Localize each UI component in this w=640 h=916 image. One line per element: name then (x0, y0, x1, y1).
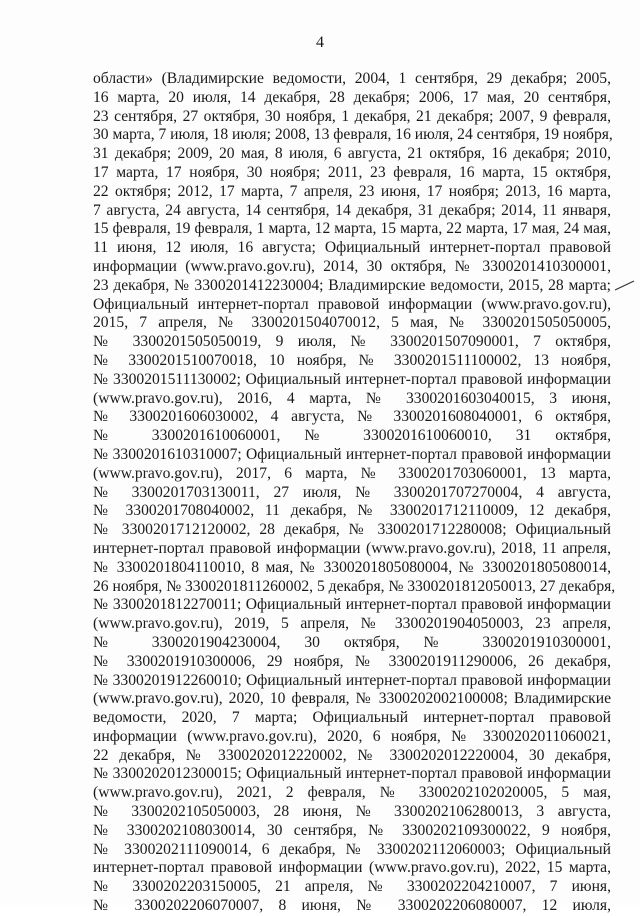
text-line: (www.pravo.gov.ru), 2017, 6 марта, № 3300201703060001, 13 марта, (93, 464, 611, 482)
text-line: № 3300202105050003, 28 июня, № 3300202106280013, 3 августа, (93, 803, 611, 821)
text-line: 16 марта, 20 июля, 14 декабря, 28 декабря; 2006, 17 мая, 20 сентября, (93, 88, 611, 106)
text-line: № 3300201511130002; Официальный интернет-портал правовой информации (93, 370, 611, 388)
text-line: № 3300201712120002, 28 декабря, № 3300201712280008; Официальный (93, 521, 611, 539)
text-line: интернет-портал правовой информации (www.pravo.gov.ru), 2022, 15 марта, (93, 859, 611, 877)
text-line: № 3300201708040002, 11 декабря, № 3300201712110009, 12 декабря, (93, 502, 611, 520)
text-line: № 3300201804110010, 8 мая, № 3300201805080004, № 3300201805080014, (93, 558, 611, 576)
body-paragraph (93, 70, 616, 916)
text-line: № 3300201904230004, 30 октября, № 3300201910300001, (93, 633, 611, 651)
text-line: 17 марта, 17 ноября, 30 ноября; 2011, 23 февраля, 16 марта, 15 октября, (93, 163, 611, 181)
text-line: № 3300201610060001, № 3300201610060010, 31 октября, (93, 427, 611, 445)
text-line: (www.pravo.gov.ru), 2019, 5 апреля, № 3300201904050003, 23 апреля, (93, 615, 611, 633)
text-line: № 3300202206070007, 8 июня, № 3300202206080007, 12 июля, (93, 897, 611, 915)
text-line: ведомости, 2020, 7 марта; Официальный интернет-портал правовой (93, 709, 611, 727)
text-line: № 3300201703130011, 27 июля, № 3300201707270004, 4 августа, (93, 483, 611, 501)
text-line: 7 августа, 24 августа, 14 сентября, 14 декабря, 31 декабря; 2014, 11 января, (93, 201, 611, 219)
text-line: области» (Владимирские ведомости, 2004, 1 сентября, 29 декабря; 2005, (93, 70, 611, 87)
text-line: информации (www.pravo.gov.ru), 2020, 6 ноября, № 3300202011060021, (93, 727, 611, 745)
text-line: Официальный интернет-портал правовой информации (www.pravo.gov.ru), (93, 295, 611, 313)
text-line: № 3300201505050019, 9 июля, № 3300201507090001, 7 октября, (93, 333, 611, 351)
scan-edge-mark (614, 278, 636, 292)
text-line: 2015, 7 апреля, № 3300201504070012, 5 мая, № 3300201505050005, (93, 314, 611, 332)
text-line: 11 июня, 12 июля, 16 августа; Официальный интернет-портал правовой (93, 239, 611, 257)
page-number: 4 (316, 34, 324, 51)
text-line: 30 марта, 7 июля, 18 июля; 2008, 13 февраля, 16 июля, 24 сентября, 19 ноября, (93, 126, 613, 144)
text-line: 22 октября; 2012, 17 марта, 7 апреля, 23 июня, 17 ноября; 2013, 16 марта, (93, 182, 611, 200)
text-line: № 3300201510070018, 10 ноября, № 3300201511100002, 13 ноября, (93, 351, 611, 369)
text-line: № 3300201912260010; Официальный интернет-портал правовой информации (93, 671, 611, 689)
text-line: 23 декабря, № 3300201412230004; Владимирские ведомости, 2015, 28 марта; (93, 276, 611, 294)
text-line: № 3300201910300006, 29 ноября, № 3300201911290006, 26 декабря, (93, 652, 611, 670)
text-line: (www.pravo.gov.ru), 2021, 2 февраля, № 3300202102020005, 5 мая, (93, 784, 611, 802)
text-line: интернет-портал правовой информации (www.pravo.gov.ru), 2018, 11 апреля, (93, 539, 611, 557)
text-line: 26 ноября, № 3300201811260002, 5 декабря, № 3300201812050013, 27 декабря, (93, 577, 616, 595)
text-line: № 3300202111090014, 6 декабря, № 3300202112060003; Официальный (93, 840, 611, 858)
text-line: 15 февраля, 19 февраля, 1 марта, 12 марта, 15 марта, 22 марта, 17 мая, 24 мая, (93, 220, 611, 238)
text-line: № 3300202203150005, 21 апреля, № 3300202204210007, 7 июня, (93, 878, 611, 896)
text-line: (www.pravo.gov.ru), 2020, 10 февраля, № 3300202002100008; Владимирские (93, 690, 611, 708)
text-line: № 3300202108030014, 30 сентября, № 3300202109300022, 9 ноября, (93, 821, 611, 839)
text-line: № 3300202012300015; Официальный интернет-портал правовой информации (93, 765, 611, 783)
text-line: информации (www.pravo.gov.ru), 2014, 30 октября, № 3300201410300001, (93, 257, 611, 275)
text-line: № 3300201812270011; Официальный интернет-портал правовой информации (93, 596, 611, 614)
text-line: № 3300201606030002, 4 августа, № 3300201608040001, 6 октября, (93, 408, 611, 426)
text-line: 23 сентября, 27 октября, 30 ноября, 1 декабря, 21 декабря; 2007, 9 февраля, (93, 107, 611, 125)
text-line: 22 декабря, № 3300202012220002, № 3300202012220004, 30 декабря, (93, 746, 611, 764)
text-line: 31 декабря; 2009, 20 мая, 8 июля, 6 августа, 21 октября, 16 декабря; 2010, (93, 145, 611, 163)
text-line: № 3300201610310007; Официальный интернет-портал правовой информации (93, 445, 611, 463)
text-line: (www.pravo.gov.ru), 2016, 4 марта, № 3300201603040015, 3 июня, (93, 389, 611, 407)
